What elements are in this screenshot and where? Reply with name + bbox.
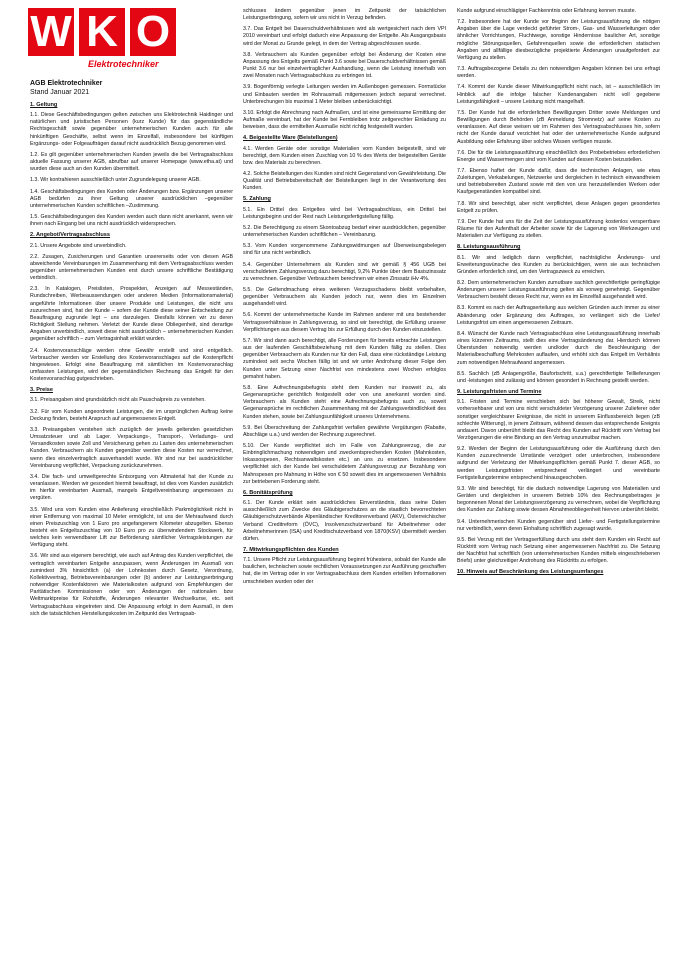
section-heading: 4. Beigestellte Ware (Beistellungen): [243, 135, 338, 142]
logo-letter-o: O: [130, 8, 176, 56]
paragraph: 7.1. Unsere Pflicht zur Leistungsausführung beginnt frühestens, sobald der Kunde alle baulichen, technischen sowie rechtlichen Voraussetzungen zur Ausführung geschaffen hat, die im Vertrag oder in vor Vertragsabschluss dem Kunden erteilten Informationen umschrieben wurden oder der: [243, 557, 446, 585]
document-date: Stand Januar 2021: [30, 89, 90, 96]
paragraph: 3.3. Preisangaben verstehen sich zuzüglich der jeweils geltenden gesetzlichen Umsatzsteuer und ab Lager. Verpackungs-, Transport-, Verladungs- und Versandkosten sowie Zoll und Versicherung gehen zu Lasten des unternehmerischen Kunden. Verbrauchern als Kunden gegenüber werden diese Kosten nur verrechnet, wenn dies einzelvertraglich ausverhandelt wurde. Wir sind nur bei ausdrücklicher Vereinbarung verpflichtet, Verpackung zurückzunehmen.: [30, 426, 233, 469]
paragraph: 2.1. Unsere Angebote sind unverbindlich.: [30, 242, 127, 249]
paragraph: 1.4. Geschäftsbedingungen des Kunden oder Änderungen bzw. Ergänzungen unserer AGB bedürfen zu ihrer Geltung unserer ausdrücklichen –gegenüber unternehmerischen Kunden schriftlichen –Zustimmung.: [30, 188, 233, 209]
paragraph: 9.5. Bei Verzug mit der Vertragserfüllung durch uns steht dem Kunden ein Recht auf Rücktritt vom Vertrag nach Setzung einer angemessenen Nachfrist zu. Die Setzung der Nachfrist hat schriftlich (von unternehmerischen Kunden mittels eingeschriebenen Briefs) unter gleichzeitiger Androhung des Rücktritts zu erfolgen.: [457, 536, 660, 565]
paragraph: 5.5. Die Geltendmachung eines weiteren Verzugsschadens bleibt vorbehalten, gegenüber Verbrauchern als Kunden jedoch nur, wenn dies im Einzelnen ausgehandelt wird.: [243, 287, 446, 308]
paragraph: 3.9. Bogenförmig verlegte Leitungen werden im Außenbogen gemessen. Formstücke und Einbauten werden im Rohrausmaß mitgemessen jedoch separat verrechnet. Unterbrechungen bis maximal 1 Meter bleiben unberücksichtigt.: [243, 84, 446, 105]
paragraph: 7.3. Auftragsbezogene Details zu den notwendigen Angaben können bei uns erfragt werden.: [457, 66, 660, 80]
paragraph: 4.2. Solche Beistellungen des Kunden sind nicht Gegenstand von Gewährleistung. Die Qualität und Betriebsbereitschaft der Beistellungen liegt in der Verantwortung des Kunden.: [243, 170, 446, 192]
paragraph: 6.1. Der Kunde erklärt sein ausdrückliches Einverständnis, dass seine Daten ausschließlich zum Zwecke des Gläubigerschutzes an die staatlich bevorrechteten Gläubigerschutzverbände Alpenländischer Kreditorenverband (AKV), Österreichischer Verband Creditreform (ÖVC), Insolvenzschutzverband für Arbeitnehmer oder Arbeitnehmerinnen (ISA) und Kreditschutzverband von 1870(KSV) übermittelt werden dürfen.: [243, 500, 446, 542]
paragraph: 5.2. Die Berechtigung zu einem Skontoabzug bedarf einer ausdrücklichen, gegenüber unternehmerischen Kunden schriftlichen – Vereinbarung.: [243, 224, 446, 239]
paragraph: Kunde aufgrund einschlägiger Fachkenntnis oder Erfahrung kennen musste.: [457, 8, 637, 14]
paragraph: 3.8. Verbrauchern als Kunden gegenüber erfolgt bei Änderung der Kosten eine Anpassung des Entgelts gemäß Punkt 3.6 sowie bei Dauerschuldverhältnissen gemäß Punkt 3.6 nur bei einzelvertraglicher Aushandlung, wenn die Leistung innerhalb von zwei Monaten nach Vertragsabschluss zu erbringen ist.: [243, 51, 446, 80]
paragraph: 8.2. Dem unternehmerischen Kunden zumutbare sachlich gerechtfertigte geringfügige Änderungen unserer Leistungsausführung gelten als vorweg genehmigt. Gegenüber Verbrauchern besteht dieses Recht nur, wenn es im Einzelfall ausgehandelt wird.: [457, 280, 660, 301]
text-column-3: [457, 8, 660, 952]
text-column-2: [243, 8, 446, 952]
paragraph: 7.4. Kommt der Kunde dieser Mitwirkungspflicht nicht nach, ist – ausschließlich im Hinblick auf die infolge falscher Kundenangaben nicht voll gegebene Leistungsfähigkeit – unsere Leistung nicht mangelhaft.: [457, 84, 660, 105]
paragraph: 5.1. Ein Drittel des Entgeltes wird bei Vertragsabschluss, ein Drittel bei Leistungsbeginn und der Rest nach Leistungsfertigstellung fällig.: [243, 206, 446, 220]
paragraph: 8.5. Sachlich (zB Anlagengröße, Baufortschritt, u.a.) gerechtfertigte Teillieferungen und -leistungen sind zulässig und können gesondert in Rechnung gestellt werden.: [457, 370, 660, 384]
paragraph: 7.7. Ebenso haftet der Kunde dafür, dass die technischen Anlagen, wie etwa Zuleitungen, Verkabelungen, Netzwerke und dergleichen in technisch einwandfreiem und betriebsbereiten Zustand sowie mit den von uns herzustellenden Werken oder Kaufgegenständen kompatibel sind.: [457, 167, 660, 196]
paragraph: 1.3. Wir kontrahieren ausschließlich unter Zugrundelegung unserer AGB.: [30, 177, 201, 184]
section-heading: 7. Mitwirkungspflichten des Kunden: [243, 547, 339, 553]
logo-letter-k: K: [79, 8, 125, 56]
paragraph: 3.6. Wir sind aus eigenem berechtigt, wie auch auf Antrag des Kunden verpflichtet, die vertraglich vereinbarten Entgelte anzupassen, wenn Änderungen im Ausmaß von zumindest 3% hinsichtlich (a) der Lohnkosten durch Gesetz, Verordnung, Kollektivvertrag, Betriebsvereinbarungen oder (b) anderer zur Leistungserbringung notwendiger Kostenfaktoren wie Materialkosten aufgrund von Empfehlungen der Paritätischen Kommissionen oder von Änderungen der nationalen bzw Weltmarktpreise für Rohstoffe, Änderungen relevanter Wechselkurse, etc. seit Vertragsabschluss eingetreten sind. Die Anpassung erfolgt in dem Ausmaß, in dem sich die tatsächlichen Herstellungskosten im Zeitpunkt des Vertragsab-: [30, 553, 233, 617]
paragraph: 5.9. Bei Überschreitung der Zahlungsfrist verfallen gewährte Vergütungen (Rabatte, Abschläge u.a.) und werden der Rechnung zugerechnet.: [243, 424, 446, 438]
paragraph: 2.2. Zusagen, Zusicherungen und Garantien unsererseits oder von diesen AGB abweichende Vereinbarungen im Zusammenhang mit dem Vertragsabschluss werden gegenüber unternehmerischen Kunden erst durch unsere schriftliche Bestätigung verbindlich.: [30, 253, 233, 282]
logo-subtitle: Elektrotechniker: [88, 59, 159, 69]
section-heading: 9. Leistungsfristen und Termine: [457, 389, 542, 396]
paragraph: 7.8. Wir sind berechtigt, aber nicht verpflichtet, diese Anlagen gegen gesondertes Entgelt zu prüfen.: [457, 200, 660, 214]
paragraph: 3.10. Erfolgt die Abrechnung nach Aufmaßen, und ist eine gemeinsame Ermittlung der Aufmaße vereinbart, hat der Kunde bei Fernbleiben trotz zeitgerechter Einladung zu beweisen, dass die ermittelten Ausmaße nicht richtig festgestellt wurden.: [243, 109, 446, 131]
paragraph: 8.4. Wünscht der Kunde nach Vertragsabschluss eine Leistungsausführung innerhalb eines kürzeren Zeitraums, stellt dies eine Vertragsänderung dar. Hierdurch können Überstunden notwendig werden und/oder durch die Beschleunigung der Materialbeschaffung Mehrkosten auflaufen, und erhöht sich das Entgelt im Verhältnis zum notwendigen Mehraufwand angemessen.: [457, 330, 660, 366]
paragraph: 3.1. Preisangaben sind grundsätzlich nicht als Pauschalpreis zu verstehen.: [30, 397, 206, 404]
paragraph: 9.4. Unternehmerischen Kunden gegenüber sind Liefer- und Fertigstellungstermine nur verbindlich, wenn deren Einhaltung schriftlich zugesagt wurde.: [457, 518, 660, 532]
paragraph: 7.2. Insbesondere hat der Kunde vor Beginn der Leistungsausführung die nötigen Angaben über die Lage verdeckt geführter Strom-, Gas- und Wasserleitungen oder ähnlicher Vorrichtungen, Fluchtwege, sonstige Hindernisse baulicher Art, sonstige mögliche Störungsquellen, Gefahrenquellen sowie die erforderlichen statischen Angaben und allfällige diesbezügliche projektierte Änderungen unaufgefordert zur Verfügung zu stellen.: [457, 19, 660, 61]
paragraph: 8.1. Wir sind lediglich dann verpflichtet, nachträgliche Änderungs- und Erweiterungswünsche des Kunden zu berücksichtigen, wenn sie aus technischen Gründen erforderlich sind, um den Vertragszweck zu erreichen.: [457, 254, 660, 275]
paragraph: 3.5. Wird uns vom Kunden eine Anlieferung einschließlich Parkmöglichkeit nicht in einer Entfernung von maximal 10 Meter ermöglicht, ist uns der Mehraufwand durch einen Preiszuschlag von 1 Euro pro angefangenem Kilometer abzugelten. Ebenso besteht ein Entgeltszuschlag von 10 Euro pro zu überwindendem Stockwerk, für welches kein verwendbarer Lift zur Beförderung sämtlicher Vertragsleistungen zur Verfügung steht.: [30, 506, 233, 549]
paragraph: 7.6. Die für die Leistungsausführung einschließlich des Probebetriebes erforderlichen Energie und Wassermengen sind vom Kunden auf dessen Kosten beizustellen.: [457, 149, 660, 163]
paragraph: 3.4. Die fach- und umweltgerechte Entsorgung von Altmaterial hat der Kunde zu veranlassen. Werden wir gesondert hiermit beauftragt, ist dies vom Kunden zusätzlich im hierfür vereinbarten Ausmaß, mangels Entgeltvereinbarung angemessen zu vergüten.: [30, 473, 233, 502]
paragraph: 7.9. Der Kunde hat uns für die Zeit der Leistungsausführung kostenlos versperrbare Räume für den Aufenthalt der Arbeiter sowie für die Lagerung von Werkzeugen und Materialien zur Verfügung zu stellen.: [457, 218, 660, 240]
paragraph: 1.1. Diese Geschäftsbedingungen gelten zwischen uns Elektrotechnik Haidinger und natürlichen und juristischen Personen (kurz Kunde) für das gegenständliche Rechtsgeschäft sowie gegenüber unternehmerischen Kunden auch für alle hinkünftigen Geschäfte, selbst wenn im Einzelfall, insbesondere bei künftigen Ergänzungs- oder Folgeaufträgen darauf nicht ausdrücklich Bezug genommen wird.: [30, 112, 233, 147]
paragraph: 1.5. Geschäftsbedingungen des Kunden werden auch dann nicht anerkannt, wenn wir ihnen nach Eingang bei uns nicht ausdrücklich widersprechen.: [30, 214, 233, 228]
paragraph: 5.8. Eine Aufrechnungsbefugnis steht dem Kunden nur insoweit zu, als Gegenansprüche gerichtlich festgestellt oder von uns anerkannt worden sind. Verbrauchern als Kunden steht eine Aufrechnungsbefugnis auch zu, soweit Gegenansprüche im rechtlichen Zusammenhang mit der Zahlungsverbindlichkeit des Kunden stehen, sowie bei Zahlungsunfähigkeit unseres Unternehmens.: [243, 384, 446, 420]
paragraph: 5.4. Gegenüber Unternehmern als Kunden sind wir gemäß § 456 UGB bei verschuldetem Zahlungsverzug dazu berechtigt, 9,2% Punkte über dem Basiszinssatz zu verrechnen. Gegenüber Verbrauchern berechnen wir einen Zinssatz iHv 4%.: [243, 261, 446, 282]
paragraph: 7.5. Der Kunde hat die erforderlichen Bewilligungen Dritter sowie Meldungen und Bewilligungen durch Behörden (zB Anmeldung Stromnetz) auf seine Kosten zu veranlassen. Auf diese weisen wir im Rahmen des Vertragsabschlusses hin, sofern nicht der Kunde darauf verzichtet hat oder der unternehmerische Kunde aufgrund Ausbildung oder Erfahrung über solches Wissen verfügen musste.: [457, 109, 660, 145]
paragraph: 4.1. Werden Geräte oder sonstige Materialien vom Kunden beigestellt, sind wir berechtigt, dem Kunden einen Zuschlag von 10 % des Werts der beigestellten Geräte bzw. des Materials zu berechnen.: [243, 145, 446, 166]
paragraph: 2.4. Kostenvoranschläge werden ohne Gewähr erstellt und sind entgeltlich. Verbraucher werden vor Erstellung des Kostenvoranschlages auf die Kostenpflicht hingewiesen. Erfolgt eine Beauftragung mit sämtlichen im Kostenvoranschlag umfassten Leistungen, wird der gegenständlichen Rechnung das Entgelt für den Kostenvoranschlag gutgeschrieben.: [30, 347, 233, 383]
paragraph: 5.7. Wir sind dann auch berechtigt, alle Forderungen für bereits erbrachte Leistungen aus der laufenden Geschäftsbeziehung mit dem Kunden fällig zu stellen. Dies gegenüber Verbrauchern als Kunden nur für den Fall, dass eine rückständige Leistung zumindest seit sechs Wochen fällig ist und wir unter Androhung dieser Folge den Kunden unter Setzung einer Nachfrist von mindestens zwei Wochen erfolglos gemahnt haben.: [243, 337, 446, 380]
section-heading: 8. Leistungsausführung: [457, 244, 521, 251]
paragraph: 5.3. Vom Kunden vorgenommene Zahlungswidmungen auf Überweisungsbelegen sind für uns nicht verbindlich.: [243, 243, 446, 257]
document-title: AGB Elektrotechniker: [30, 80, 103, 87]
section-heading: 3. Preise: [30, 387, 54, 394]
paragraph: 9.2. Werden der Beginn der Leistungsausführung oder die Ausführung durch den Kunden zuzurechnende Umstände verzögert oder unterbrochen, insbesondere aufgrund der Verletzung der Mitwirkungspflichten gemäß Punkt 7. dieser AGB, so werden Leistungsfristen entsprechend verlängert und vereinbarte Fertigstellungstermine entsprechend hinausgeschoben.: [457, 446, 660, 481]
section-heading: 2. Angebot/Vertragsabschluss: [30, 232, 110, 239]
text-column-1: [30, 100, 233, 952]
paragraph: 8.3. Kommt es nach der Auftragserteilung aus welchen Gründen auch immer zu einer Abänderung oder Ergänzung des Auftrages, so verlängert sich die Liefer/ Leistungsfrist um einen angemessenen Zeitraum.: [457, 305, 660, 326]
section-heading: 6. Bonitätsprüfung: [243, 489, 293, 496]
paragraph: 9.3. Wir sind berechtigt, für die dadurch notwendige Lagerung von Materialien und Geräten und dergleichen in unserem Betrieb 10% des Rechnungsbetrages je begonnenen Monat der Leistungsverzögerung zu verrechnen, wobei die Verpflichtung des Kunden zur Zahlung sowie dessen Abnahmeobliegenheit hiervon unberührt bleibt.: [457, 485, 660, 514]
paragraph: 9.1. Fristen und Termine verschieben sich bei höherer Gewalt, Streik, nicht vorhersehbarer und von uns nicht verschuldeter Verzögerung unserer Zulieferer oder sonstiger vergleichbarer Ereignisse, die nicht in unserem Einflussbereich liegen (zB schlechte Witterung), in jenem Zeitraum, während dessen das entsprechende Ereignis andauert. Davon unberührt bleibt das Recht des Kunden auf Rücktritt vom Vertrag bei Verzögerungen die eine Bindung an den Vertrag unzumutbar machen.: [457, 399, 660, 441]
paragraph: 3.7. Das Entgelt bei Dauerschuldverhältnissen wird als wertgesichert nach dem VPI 2010 vereinbart und erfolgt dadurch eine Anpassung der Entgelte. Als Ausgangsbasis wird der Monat zu Grunde gelegt, in dem der Vertrag abgeschlossen wurde.: [243, 26, 446, 47]
paragraph: 3.2. Für vom Kunden angeordnete Leistungen, die im ursprünglichen Auftrag keine Deckung finden, besteht Anspruch auf angemessenes Entgelt.: [30, 408, 233, 422]
section-heading: 1. Geltung: [30, 102, 58, 108]
paragraph: schlusses ändern gegenüber jenen im Zeitpunkt der tatsächlichen Leistungserbringung, sofern wir uns nicht in Verzug befinden.: [243, 8, 446, 22]
section-heading: 5. Zahlung: [243, 196, 271, 203]
paragraph: 5.10. Der Kunde verpflichtet sich im Falle von Zahlungsverzug, die zur Einbringlichmachung notwendigen und zweckentsprechenden Kosten (Mahnkosten, Inkassospesen, Rechtsanwaltskosten etc.) an uns zu ersetzen. Insbesondere verpflichtet sich der Kunde bei verschuldetem Zahlungsverzug zur Bezahlung von Mahnspesen pro Mahnung in Höhe von € 50 soweit dies im angemessenen Verhältnis zur betriebenen Forderung steht.: [243, 442, 446, 485]
paragraph: 1.2. Es gilt gegenüber unternehmerischen Kunden jeweils die bei Vertragsabschluss aktuelle Fassung unserer AGB, abrufbar auf unserer Homepage (www.etha.at) und wurden diese auch an den Kunden übermittelt.: [30, 151, 233, 173]
paragraph: 5.6. Kommt der unternehmerische Kunde im Rahmen anderer mit uns bestehender Vertragsverhältnisse in Zahlungsverzug, so sind wir berechtigt, die Erfüllung unserer Verpflichtungen aus diesem Vertrag bis zur Erfüllung durch den Kunden einzustellen.: [243, 312, 446, 333]
paragraph: 2.3. In Katalogen, Preislisten, Prospekten, Anzeigen auf Messeständen, Rundschreiben, Werbeaussendungen oder anderen Medien (Informationsmaterial) angeführte Informationen über unsere Produkte und Leistungen, die nicht uns zuzurechnen sind, hat der Kunde – sofern der Kunde diese seiner Entscheidung zur Beauftragung zugrunde legt – uns darzulegen. Diesfalls können wir zu deren Richtigkeit Stellung nehmen. Verletzt der Kunde diese Obliegenheit, sind derartige Angaben unverbindlich, soweit diese nicht ausdrücklich – unternehmerischen Kunden gegenüber schriftlich – zum Vertragsinhalt erklärt wurden.: [30, 286, 233, 343]
logo-letter-w: W: [28, 8, 74, 56]
wko-logo: [28, 8, 178, 72]
section-heading: 10. Hinweis auf Beschränkung des Leistungsumfanges: [457, 569, 604, 576]
